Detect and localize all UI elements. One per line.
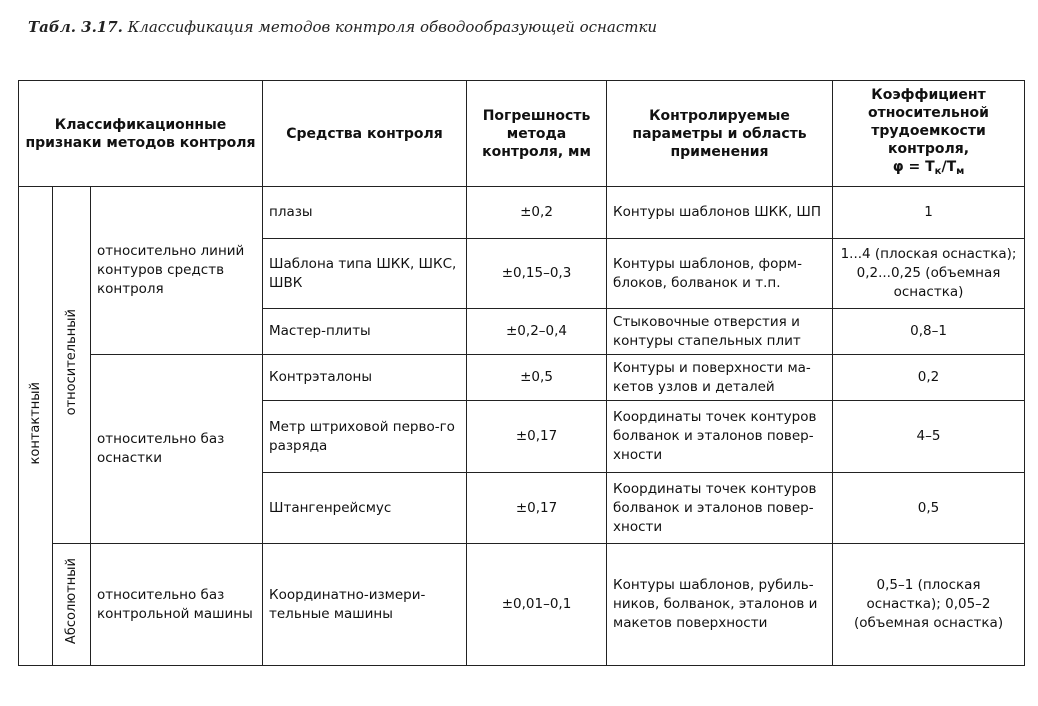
cell-error: ±0,17 (467, 401, 607, 473)
table-row (19, 544, 1025, 666)
cell-error: ±0,5 (467, 355, 607, 401)
cell-params: Контуры шаблонов ШКК, ШП (607, 187, 833, 239)
cell-means: Мастер-плиты (263, 309, 467, 355)
cell-params: Контуры шаблонов, рубиль-ников, болванок, эталонов и макетов поверхности (607, 544, 833, 666)
cell-error: ±0,15–0,3 (467, 239, 607, 309)
caption-label: Табл. 3.17. (28, 18, 123, 36)
group-machine: относительно баз контрольной машины (91, 544, 263, 666)
cell-params: Контуры и поверхности ма-кетов узлов и деталей (607, 355, 833, 401)
cell-coef: 0,5 (833, 473, 1025, 544)
cell-means: Шаблона типа ШКК, ШКС, ШВК (263, 239, 467, 309)
cell-params: Контуры шаблонов, форм-блоков, болванок и т.п. (607, 239, 833, 309)
table-row (19, 187, 1025, 239)
cell-means: Контрэталоны (263, 355, 467, 401)
group-absolute: Абсолютный (53, 544, 91, 666)
cell-error: ±0,2 (467, 187, 607, 239)
classification-table (18, 80, 1025, 666)
header-coef-formula: $\varphi = T_к/T_м$ (892, 159, 965, 177)
cell-error: ±0,2–0,4 (467, 309, 607, 355)
header-means: Средства контроля (263, 81, 467, 187)
group-bases: относительно баз оснастки (91, 355, 263, 544)
cell-params: Координаты точек контуров болванок и эталонов повер-хности (607, 473, 833, 544)
header-coef-text: Коэффициент относительной трудоемкости контроля, (868, 87, 989, 157)
cell-coef: 0,5–1 (плоская оснастка); 0,05–2 (объемная оснастка) (833, 544, 1025, 666)
header-error: Погрешность метода контроля, мм (467, 81, 607, 187)
group-contact: контактный (19, 187, 53, 666)
header-classification: Классификационные признаки методов контроля (19, 81, 263, 187)
cell-coef: 4–5 (833, 401, 1025, 473)
group-relative: относительный (53, 187, 91, 544)
cell-means: Метр штриховой перво-го разряда (263, 401, 467, 473)
cell-coef: 1 (833, 187, 1025, 239)
caption-text: Классификация методов контроля обводообразующей оснастки (127, 18, 658, 36)
cell-params: Стыковочные отверстия и контуры стапельных плит (607, 309, 833, 355)
header-coef (833, 81, 1025, 187)
cell-error: ±0,17 (467, 473, 607, 544)
header-row (19, 81, 1025, 187)
table-row (19, 355, 1025, 401)
table-caption (28, 18, 657, 36)
cell-coef: 0,8–1 (833, 309, 1025, 355)
cell-error: ±0,01–0,1 (467, 544, 607, 666)
cell-means: Штангенрейсмус (263, 473, 467, 544)
cell-means: плазы (263, 187, 467, 239)
cell-means: Координатно-измери-тельные машины (263, 544, 467, 666)
cell-params: Координаты точек контуров болванок и эталонов повер-хности (607, 401, 833, 473)
header-params: Контролируемые параметры и область применения (607, 81, 833, 187)
group-lines: относительно линий контуров средств контроля (91, 187, 263, 355)
cell-coef: 0,2 (833, 355, 1025, 401)
cell-coef: 1...4 (плоская оснастка); 0,2...0,25 (объемная оснастка) (833, 239, 1025, 309)
